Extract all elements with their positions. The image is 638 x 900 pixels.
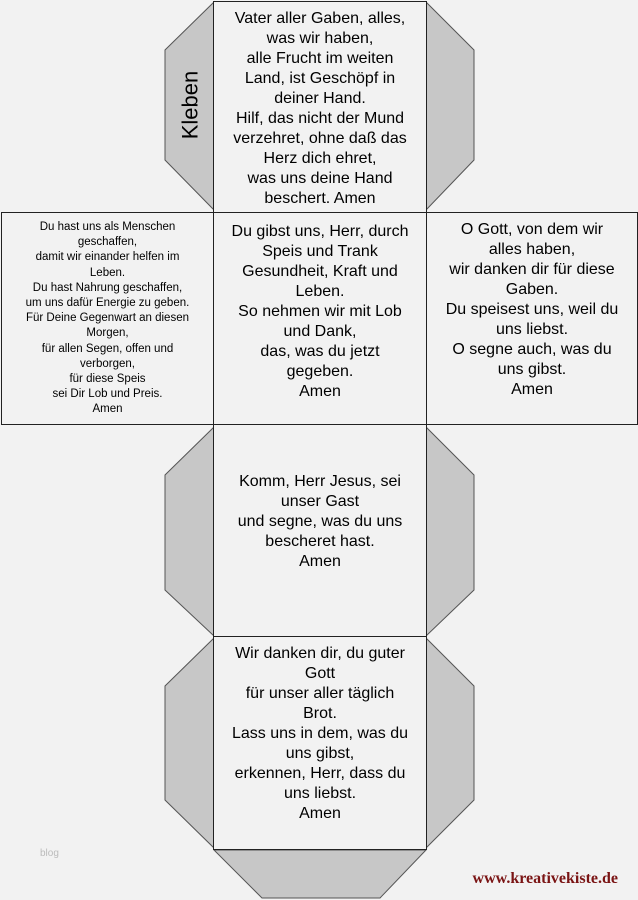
- prayer-top: Vater aller Gaben, alles, was wir haben, alle Frucht im weiten Land, ist Geschöpf in deiner Hand. Hilf, das nicht der Mund verzehret, ohne daß das Herz dich ehret, was uns deine Hand beschert. Amen: [233, 10, 407, 207]
- kleben-label: Kleben: [177, 70, 203, 140]
- watermark: blog: [40, 848, 59, 859]
- flap-bottom-right: [426, 638, 474, 848]
- face-lower: [213, 424, 427, 637]
- face-bottom: [213, 636, 427, 850]
- prayer-lower: Komm, Herr Jesus, sei unser Gast und segne, was du uns bescheret hast. Amen: [237, 473, 403, 570]
- face-center: [213, 212, 427, 425]
- flap-bottom-left: [165, 638, 214, 848]
- website-link[interactable]: www.kreativekiste.de: [472, 870, 618, 887]
- prayer-bottom: Wir danken dir, du guter Gott für unser aller täglich Brot. Lass uns in dem, was du uns gibst, erkennen, Herr, dass du uns liebst. Amen: [231, 645, 409, 822]
- face-left: [1, 212, 214, 425]
- flap-top-right: [426, 2, 474, 210]
- flap-bottom-base: [214, 850, 426, 898]
- prayer-right: O Gott, von dem wir alles haben, wir danken dir für diese Gaben. Du speisest uns, weil du uns liebst. O segne auch, was du uns gibst. Amen: [445, 221, 619, 398]
- prayer-center: Du gibst uns, Herr, durch Speis und Trank Gesundheit, Kraft und Leben. So nehmen wir mit Lob und Dank, das, was du jetzt gegeben. Amen: [231, 223, 409, 400]
- flap-lower-left: [165, 427, 214, 636]
- face-right: [426, 212, 638, 425]
- face-top: [213, 1, 427, 213]
- prayer-left: Du hast uns als Menschen geschaffen, damit wir einander helfen im Leben. Du hast Nahrung geschaffen, um uns dafür Energie zu geben. Für Deine Gegenwart an diesen Morgen, für allen Segen, offen und verborgen, für diese Speis sei Dir Lob und Preis. Amen: [25, 221, 190, 416]
- flap-lower-right: [426, 427, 474, 636]
